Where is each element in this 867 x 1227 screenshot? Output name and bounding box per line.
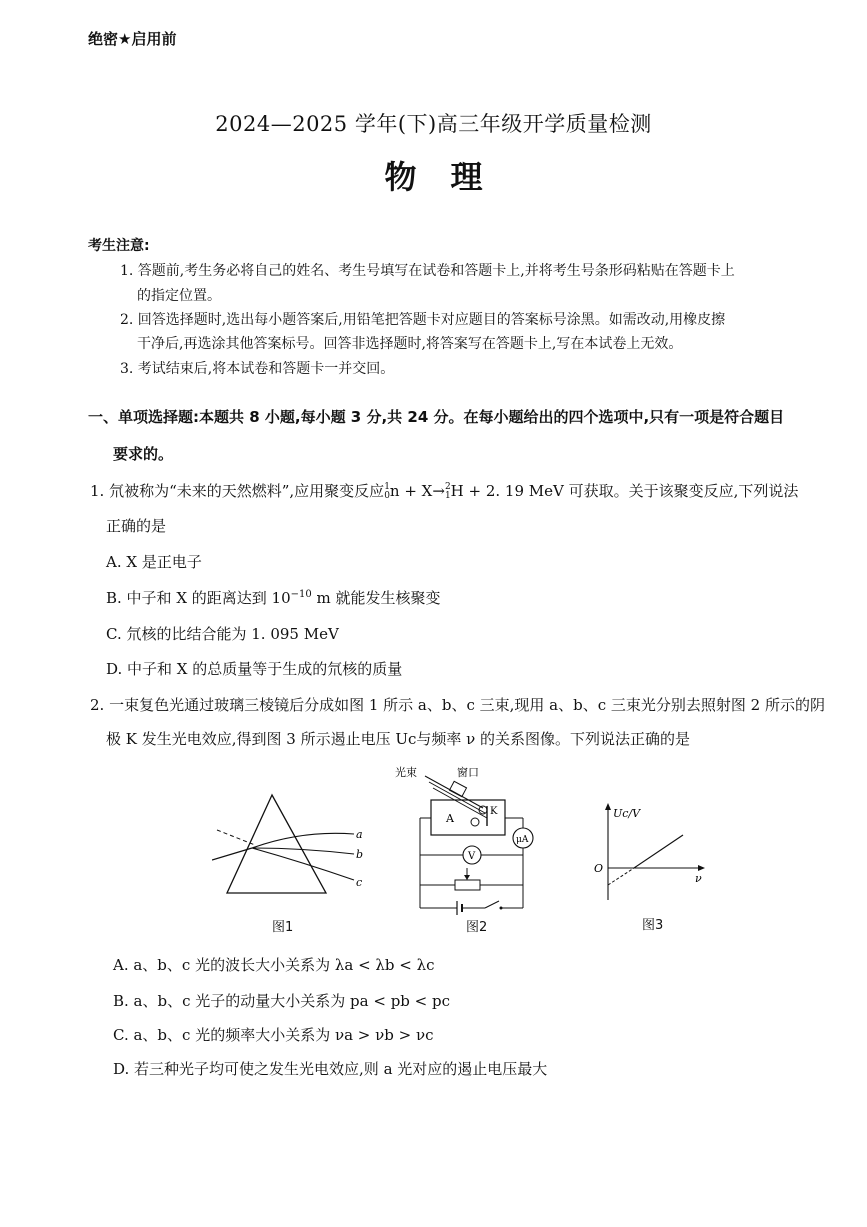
q2-stem-line-2: 极 K 发生光电效应,得到图 3 所示遏止电压 Uc与频率 ν 的关系图像。下列说法正确的是	[106, 730, 691, 748]
beam-a-label: a	[356, 828, 363, 841]
light-ray	[433, 788, 487, 818]
window-label: 窗口	[457, 766, 479, 779]
q2-option-c: C. a、b、c 光的频率大小关系为 νa > νb > νc	[113, 1026, 434, 1044]
x-axis-label: ν	[695, 872, 702, 885]
y-axis-arrow	[605, 803, 611, 810]
q2-stem-line-1: 2. 一束复色光通过玻璃三棱镜后分成如图 1 所示 a、b、c 三束,现用 a、b、c 三束光分别去照射图 2 所示的阴	[90, 696, 825, 714]
extrapolated-line	[608, 868, 634, 885]
q1-neutron-charge-number: 0	[384, 491, 390, 501]
incident-normal-line	[217, 830, 255, 845]
prism-shape	[227, 795, 326, 893]
rheostat-slider-tip	[464, 875, 470, 880]
figure-2-circuit	[395, 760, 555, 915]
q1-deuteron-charge-number: 1	[444, 491, 451, 501]
notice-heading: 考生注意:	[88, 238, 150, 254]
q1-option-b-part-2: m 就能发生核聚变	[311, 589, 441, 607]
q1-stem-part-3: H + 2. 19 MeV 可获取。关于该聚变反应,下列说法	[450, 482, 799, 500]
cathode-label: K	[490, 806, 498, 817]
x-axis-arrow	[698, 865, 705, 871]
anode-label: A	[446, 812, 454, 825]
figure-1-prism	[212, 790, 372, 900]
uc-frequency-line	[634, 835, 683, 868]
figure-3-graph	[590, 800, 715, 905]
q2-option-d: D. 若三种光子均可使之发生光电效应,则 a 光对应的遏止电压最大	[113, 1060, 548, 1078]
y-axis-label: Uc/V	[613, 807, 641, 820]
q1-option-c: C. 氘核的比结合能为 1. 095 MeV	[106, 625, 339, 643]
light-ray	[429, 782, 485, 813]
q1-option-b-part-1: B. 中子和 X 的距离达到 10	[106, 589, 291, 607]
q1-option-b-exponent: −10	[290, 589, 312, 600]
figure-3-caption: 图3	[642, 918, 664, 933]
electron	[471, 818, 479, 826]
q2-option-a: A. a、b、c 光的波长大小关系为 λa < λb < λc	[113, 956, 435, 974]
q1-stem-line-1	[90, 480, 798, 501]
q2-option-b: B. a、b、c 光子的动量大小关系为 pa < pb < pc	[113, 992, 451, 1010]
confidential-mark: 绝密★启用前	[88, 30, 177, 48]
notice-item-1-line-1: 1. 答题前,考生务必将自己的姓名、考生号填写在试卷和答题卡上,并将考生号条形码粘贴在答题卡上	[120, 263, 735, 279]
beam-label: 光束	[395, 766, 417, 779]
q1-deuteron-mass-number: 2	[444, 482, 451, 492]
notice-item-1-line-2: 的指定位置。	[137, 288, 221, 304]
rheostat	[455, 880, 480, 890]
incident-beam	[212, 848, 252, 860]
notice-item-3: 3. 考试结束后,将本试卷和答题卡一并交回。	[120, 361, 395, 377]
section-1-heading: 一、单项选择题:本题共 8 小题,每小题 3 分,共 24 分。在每小题给出的四个选项中,只有一项是符合题目	[88, 408, 785, 426]
section-1-heading-cont: 要求的。	[113, 445, 174, 463]
figure-1-caption: 图1	[272, 920, 294, 935]
q1-stem-line-2: 正确的是	[106, 517, 167, 535]
subject-title: 物理	[384, 158, 517, 196]
q1-stem-part-1: 1. 氘被称为“未来的天然燃料”,应用聚变反应	[90, 482, 385, 500]
notice-item-2-line-1: 2. 回答选择题时,选出每小题答案后,用铅笔把答题卡对应题目的答案标号涂黑。如需改动,用橡皮擦	[120, 312, 726, 328]
q1-option-d: D. 中子和 X 的总质量等于生成的氘核的质量	[106, 660, 403, 678]
beam-b-label: b	[356, 848, 364, 861]
q1-option-a: A. X 是正电子	[106, 553, 202, 571]
figure-2-caption: 图2	[466, 920, 488, 935]
notice-item-2-line-2: 干净后,再选涂其他答案标号。回答非选择题时,将答案写在答题卡上,写在本试卷上无效。	[137, 336, 683, 352]
switch-blade	[485, 901, 499, 908]
q1-stem-part-2: n + X→	[389, 482, 445, 500]
voltmeter-label: V	[468, 851, 476, 862]
exam-title: 2024—2025 学年(下)高三年级开学质量检测	[215, 112, 652, 136]
q1-neutron-mass-number: 1	[384, 482, 390, 492]
beam-c-label: c	[356, 876, 363, 889]
origin-label: O	[594, 862, 604, 875]
beam-a-path	[252, 833, 354, 848]
q1-option-b	[106, 587, 441, 608]
microammeter-label: μA	[516, 835, 529, 845]
